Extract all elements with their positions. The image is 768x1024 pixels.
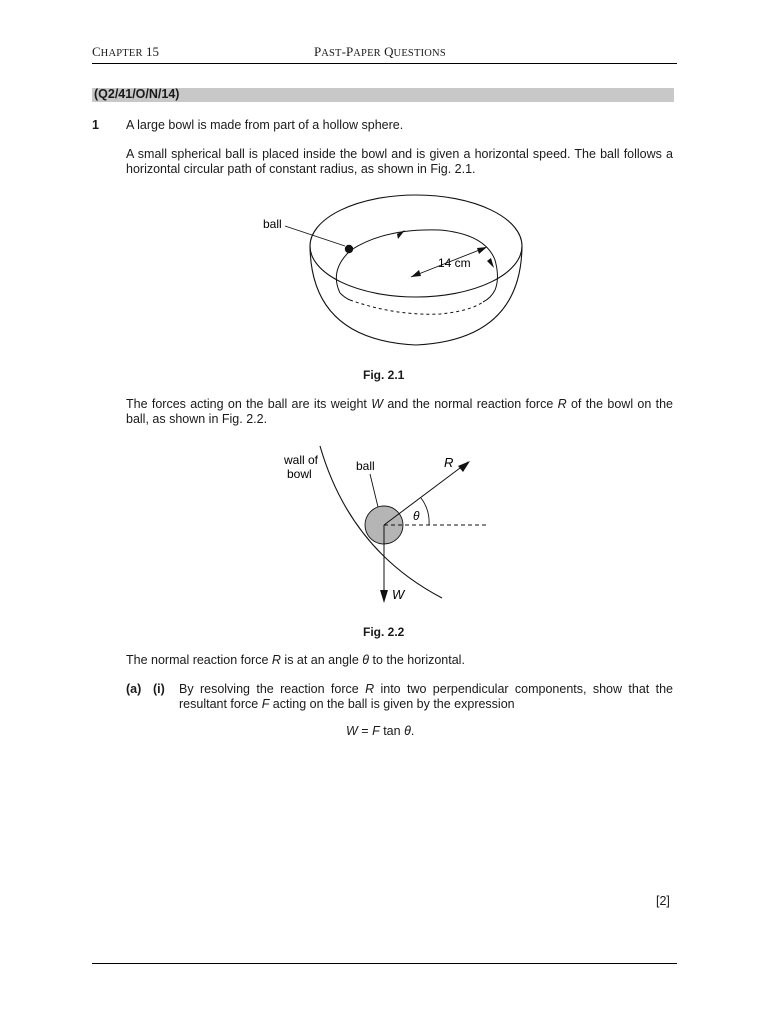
angle-arc: [421, 498, 429, 525]
chapter-initial: C: [92, 44, 101, 59]
part-text-line-2: resultant force F acting on the ball is given by the expression: [179, 697, 515, 711]
ball-path-left-end: [340, 293, 350, 300]
title-rest-1: AST: [321, 48, 342, 59]
question-number: 1: [92, 118, 99, 132]
force-W-label: W: [392, 587, 405, 602]
figure-bowl: [255, 190, 530, 355]
ball-label-2: ball: [356, 459, 375, 473]
question-reference: (Q2/41/O/N/14): [94, 87, 180, 101]
bowl-rim: [310, 195, 522, 297]
chapter-number: 15: [145, 44, 159, 59]
ball-leader-line: [285, 226, 345, 246]
equation: W = F tan θ.: [346, 724, 415, 738]
ball-path-right-end: [483, 290, 495, 302]
header-title: [314, 44, 446, 60]
figure-forces: [270, 440, 500, 610]
wall-label-line-2: bowl: [287, 467, 312, 481]
paragraph-3-line-2: ball, as shown in Fig. 2.2.: [126, 412, 268, 426]
path-arrow-right: [487, 258, 494, 268]
header-rule: [92, 63, 677, 64]
paragraph-2-line-1: A small spherical ball is placed inside the bowl and is given a horizontal speed. The ball follows a: [126, 147, 673, 161]
paragraph-2-line-2: horizontal circular path of constant radius, as shown in Fig. 2.1.: [126, 162, 476, 176]
title-rest-3: UESTIONS: [393, 48, 446, 59]
figure-1-caption: Fig. 2.1: [363, 368, 405, 382]
title-rest-2: APER: [353, 48, 381, 59]
radius-arrow-inner: [411, 270, 421, 277]
ball-dot: [345, 245, 353, 253]
ball-path: [336, 230, 497, 293]
footer-rule: [92, 963, 677, 964]
angle-label: θ: [413, 509, 420, 523]
question-reference-bar: [92, 88, 674, 102]
part-i-label: (i): [153, 682, 165, 696]
chapter-rest: HAPTER: [100, 48, 143, 59]
path-arrow-top: [397, 230, 405, 239]
ball-label: ball: [263, 217, 282, 231]
part-text-line-1: By resolving the reaction force R into two perpendicular components, show that the: [179, 682, 673, 696]
paragraph-4: The normal reaction force R is at an angle θ to the horizontal.: [126, 653, 465, 667]
title-initial-1: P: [314, 44, 322, 59]
force-W-arrow: [380, 590, 388, 603]
force-R-arrow: [458, 461, 470, 472]
force-R-line: [384, 462, 468, 525]
marks: [2]: [656, 894, 670, 908]
wall-label-line-1: wall of: [284, 453, 319, 467]
radius-label: 14 cm: [438, 256, 471, 270]
title-hyphen: -: [341, 44, 347, 59]
force-R-label: R: [444, 455, 454, 470]
part-a-label: (a): [126, 682, 142, 696]
radius-arrow-outer: [477, 247, 487, 254]
title-initial-2: P: [346, 44, 354, 59]
paragraph-1: A large bowl is made from part of a hollow sphere.: [126, 118, 404, 132]
ball-path-hidden: [350, 300, 483, 314]
figure-2-caption: Fig. 2.2: [363, 625, 405, 639]
ball-leader-line-2: [370, 474, 378, 507]
title-initial-3: Q: [384, 44, 394, 59]
chapter-label: [92, 44, 159, 60]
paragraph-3-line-1: The forces acting on the ball are its weight W and the normal reaction force R of the bowl on the: [126, 397, 673, 411]
